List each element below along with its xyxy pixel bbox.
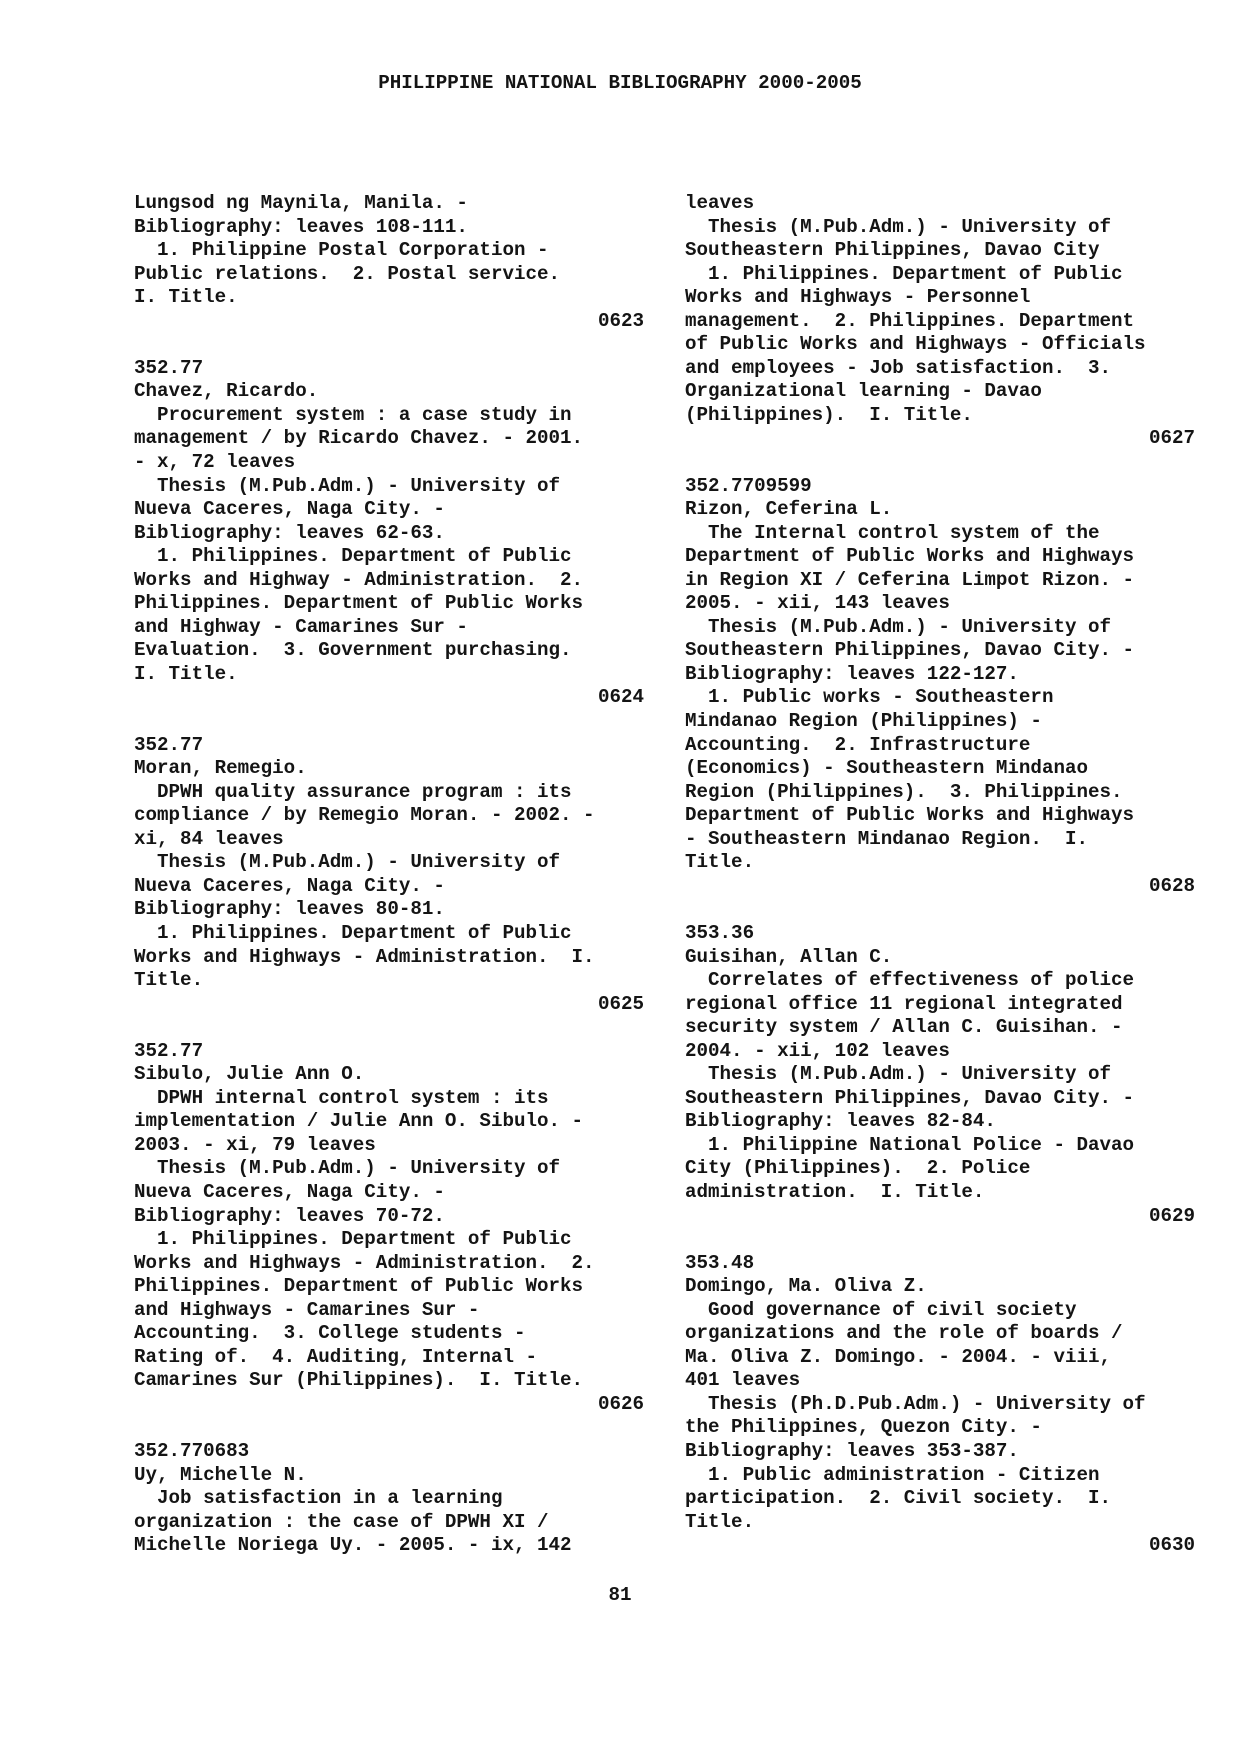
text-line: Procurement system : a case study in <box>134 403 572 426</box>
text-line: Title. <box>685 1510 755 1533</box>
text-line: 401 leaves <box>685 1369 801 1392</box>
text-line: Southeastern Philippines, Davao City. - <box>685 1086 1135 1109</box>
text-line: Nueva Caceres, Naga City. - <box>134 1180 445 1203</box>
text-line: and Highways - Camarines Sur - <box>134 1298 480 1321</box>
text-line: The Internal control system of the <box>685 521 1100 544</box>
text-line: Sibulo, Julie Ann O. <box>134 1063 365 1086</box>
blank-line <box>685 898 1195 922</box>
text-line: Thesis (M.Pub.Adm.) - University of <box>685 1063 1112 1086</box>
text-line: Thesis (M.Pub.Adm.) - University of <box>685 215 1112 238</box>
text-line: implementation / Julie Ann O. Sibulo. - <box>134 1110 584 1133</box>
text-line: Bibliography: leaves 108-111. <box>134 215 468 238</box>
entry-number: 0624 <box>597 686 644 709</box>
text-line: participation. 2. Civil society. I. <box>685 1487 1112 1510</box>
text-line: Philippines. Department of Public Works <box>134 1275 584 1298</box>
text-line: City (Philippines). 2. Police <box>685 1157 1031 1180</box>
text-line: and employees - Job satisfaction. 3. <box>685 356 1112 379</box>
text-line: Rizon, Ceferina L. <box>685 498 893 521</box>
text-line: 353.48 <box>685 1251 755 1274</box>
text-line: - Southeastern Mindanao Region. I. <box>685 827 1089 850</box>
text-line: and Highway - Camarines Sur - <box>134 615 468 638</box>
text-line: Accounting. 3. College students - <box>134 1322 526 1345</box>
text-line: Correlates of effectiveness of police <box>685 969 1135 992</box>
text-line: Works and Highway - Administration. 2. <box>134 568 584 591</box>
text-line: Rating of. 4. Auditing, Internal - <box>134 1345 538 1368</box>
page-header: PHILIPPINE NATIONAL BIBLIOGRAPHY 2000-2005 <box>378 72 862 94</box>
text-line: Works and Highways - Personnel <box>685 286 1031 309</box>
text-line: 1. Public works - Southeastern <box>685 686 1054 709</box>
text-line: 1. Philippine Postal Corporation - <box>134 239 549 262</box>
text-line: Lungsod ng Maynila, Manila. - <box>134 192 468 214</box>
text-line: compliance / by Remegio Moran. - 2002. - <box>134 804 595 827</box>
text-line: Nueva Caceres, Naga City. - <box>134 498 445 521</box>
text-line: xi, 84 leaves <box>134 827 284 850</box>
text-line: Uy, Michelle N. <box>134 1463 307 1486</box>
text-line: 2005. - xii, 143 leaves <box>685 592 950 615</box>
text-line: Job satisfaction in a learning <box>134 1487 503 1510</box>
text-line: Department of Public Works and Highways <box>685 545 1135 568</box>
text-line: 1. Philippines. Department of Public <box>134 545 572 568</box>
text-line: the Philippines, Quezon City. - <box>685 1416 1042 1439</box>
text-line: 1. Philippine National Police - Davao <box>685 1133 1135 1156</box>
text-line: Thesis (M.Pub.Adm.) - University of <box>685 615 1112 638</box>
text-line: Moran, Remegio. <box>134 757 307 780</box>
text-line: (Philippines). I. Title. <box>685 403 973 426</box>
text-line: Bibliography: leaves 82-84. <box>685 1110 996 1133</box>
text-line: 352.7709599 <box>685 474 812 497</box>
text-line: administration. I. Title. <box>685 1180 985 1203</box>
blank-line <box>685 1228 1195 1252</box>
text-line: regional office 11 regional integrated <box>685 992 1123 1015</box>
text-line: Works and Highways - Administration. I. <box>134 945 595 968</box>
text-line: Michelle Noriega Uy. - 2005. - ix, 142 <box>134 1534 572 1557</box>
text-line: Evaluation. 3. Government purchasing. <box>134 639 572 662</box>
text-line: I. Title. <box>134 286 238 309</box>
text-line: Southeastern Philippines, Davao City <box>685 239 1100 262</box>
left-column <box>134 192 644 1558</box>
blank-line <box>134 710 644 734</box>
text-line: Organizational learning - Davao <box>685 380 1042 403</box>
text-line: Chavez, Ricardo. <box>134 380 319 403</box>
text-line: 1. Philippines. Department of Public <box>134 1228 572 1251</box>
text-line: management / by Ricardo Chavez. - 2001. <box>134 427 584 450</box>
text-line: 1. Philippines. Department of Public <box>685 262 1123 285</box>
text-line: 2003. - xi, 79 leaves <box>134 1133 376 1156</box>
text-line: organizations and the role of boards / <box>685 1322 1123 1345</box>
text-line: Title. <box>685 851 755 874</box>
entry-number: 0626 <box>597 1392 644 1415</box>
text-line: Ma. Oliva Z. Domingo. - 2004. - viii, <box>685 1345 1112 1368</box>
text-line: Department of Public Works and Highways <box>685 804 1135 827</box>
text-line: Thesis (M.Pub.Adm.) - University of <box>134 1157 561 1180</box>
text-line: Region (Philippines). 3. Philippines. <box>685 780 1123 803</box>
text-line: Thesis (M.Pub.Adm.) - University of <box>134 474 561 497</box>
text-line: Bibliography: leaves 353-387. <box>685 1439 1019 1462</box>
entry-number: 0625 <box>597 992 644 1015</box>
entry-number: 0629 <box>1148 1204 1195 1227</box>
text-line: 1. Public administration - Citizen <box>685 1463 1100 1486</box>
text-line: DPWH internal control system : its <box>134 1086 549 1109</box>
text-line: Guisihan, Allan C. <box>685 945 893 968</box>
blank-line <box>134 333 644 357</box>
text-line: 353.36 <box>685 921 755 944</box>
text-line: Nueva Caceres, Naga City. - <box>134 874 445 897</box>
text-line: Thesis (Ph.D.Pub.Adm.) - University of <box>685 1392 1146 1415</box>
text-line: Title. <box>134 969 204 992</box>
text-line: Bibliography: leaves 70-72. <box>134 1204 445 1227</box>
text-line: leaves <box>685 192 755 214</box>
entry-number: 0628 <box>1148 874 1195 897</box>
text-line: Bibliography: leaves 122-127. <box>685 662 1019 685</box>
text-line: organization : the case of DPWH XI / <box>134 1510 549 1533</box>
text-line: Philippines. Department of Public Works <box>134 592 584 615</box>
text-line: 352.77 <box>134 733 204 756</box>
blank-line <box>134 1416 644 1440</box>
text-line: management. 2. Philippines. Department <box>685 309 1135 332</box>
blank-line <box>134 1016 644 1040</box>
text-line: 1. Philippines. Department of Public <box>134 921 572 944</box>
text-line: Mindanao Region (Philippines) - <box>685 710 1042 733</box>
text-line: Accounting. 2. Infrastructure <box>685 733 1031 756</box>
text-line: Good governance of civil society <box>685 1298 1077 1321</box>
text-line: 352.770683 <box>134 1439 250 1462</box>
text-line: of Public Works and Highways - Officials <box>685 333 1146 356</box>
page-number: 81 <box>608 1584 632 1606</box>
blank-line <box>685 451 1195 475</box>
text-line: 352.77 <box>134 1039 204 1062</box>
text-line: - x, 72 leaves <box>134 451 296 474</box>
text-line: Bibliography: leaves 62-63. <box>134 521 445 544</box>
text-line: Camarines Sur (Philippines). I. Title. <box>134 1369 584 1392</box>
right-column <box>685 192 1195 1558</box>
entry-number: 0623 <box>597 309 644 332</box>
text-line: Public relations. 2. Postal service. <box>134 262 561 285</box>
text-line: Domingo, Ma. Oliva Z. <box>685 1275 927 1298</box>
text-line: Southeastern Philippines, Davao City. - <box>685 639 1135 662</box>
text-line: 2004. - xii, 102 leaves <box>685 1039 950 1062</box>
text-line: DPWH quality assurance program : its <box>134 780 572 803</box>
text-line: Thesis (M.Pub.Adm.) - University of <box>134 851 561 874</box>
text-line: (Economics) - Southeastern Mindanao <box>685 757 1089 780</box>
entry-number: 0630 <box>1148 1534 1195 1557</box>
text-line: Bibliography: leaves 80-81. <box>134 898 445 921</box>
text-line: Works and Highways - Administration. 2. <box>134 1251 595 1274</box>
text-line: 352.77 <box>134 356 204 379</box>
text-line: in Region XI / Ceferina Limpot Rizon. - <box>685 568 1135 591</box>
entry-number: 0627 <box>1148 427 1195 450</box>
text-line: security system / Allan C. Guisihan. - <box>685 1016 1123 1039</box>
text-line: I. Title. <box>134 662 238 685</box>
